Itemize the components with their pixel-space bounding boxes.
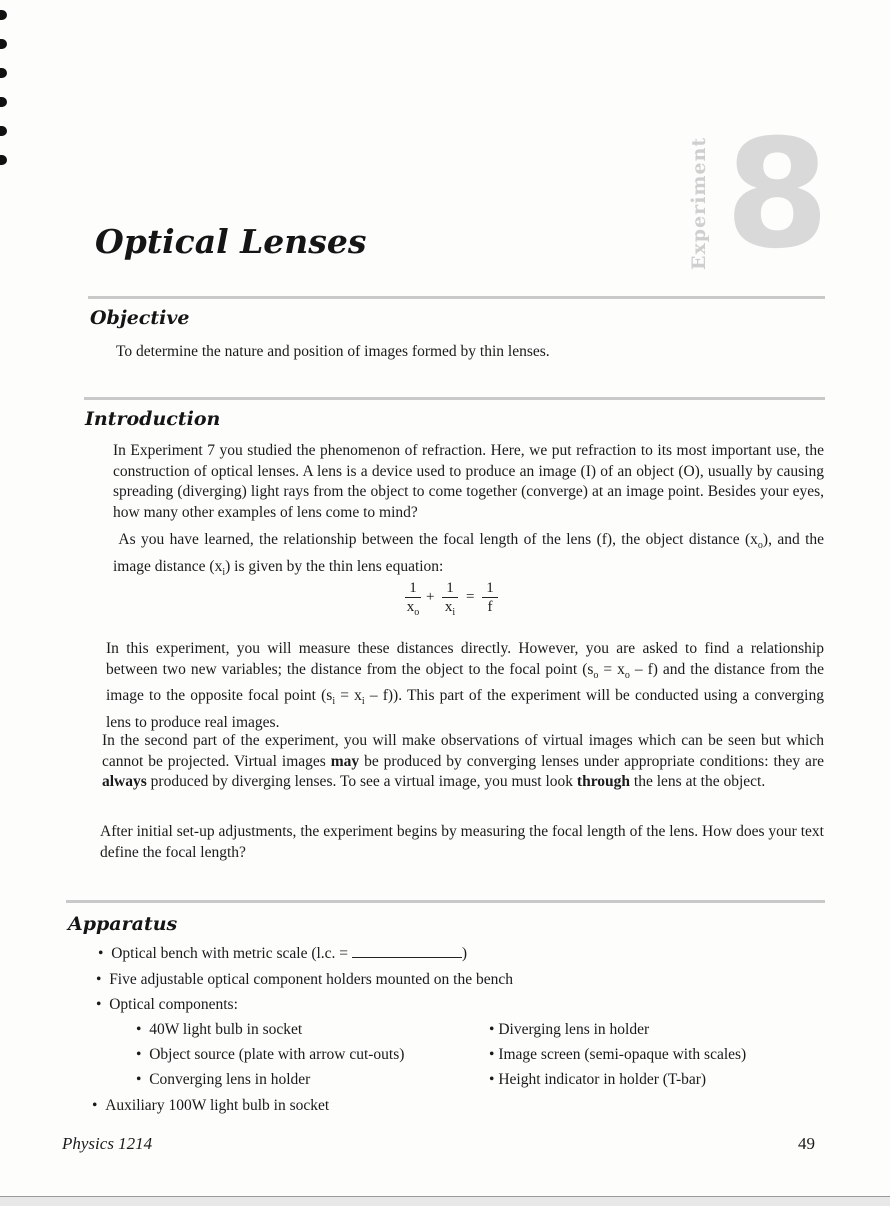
binding-hole bbox=[0, 10, 7, 20]
intro-p1-text: In Experiment 7 you studied the phenomenon of refraction. Here, we put refraction to its most important use, the construction of optical lenses. A lens is a device used to produce an image (I) of an object (O), usually by causing spreading (diverging) light rays from the object to come together (converge) at an image point. Besides your eyes, how many other examples of lens come to mind? bbox=[113, 442, 824, 521]
intro-p3-text: In this experiment, you will measure these distances directly. However, you are asked to find a relationship between two new variables; the distance from the object to the focal point $(s_o = x_o - f)$ and the distance from the image to the opposite focal point $(s_i = x_i - f)$). This part of the experiment will be conducted using a converging lens to produce real images. bbox=[106, 640, 824, 731]
intro-paragraph-3 bbox=[106, 639, 824, 733]
sub-list-item: • Height indicator in holder (T-bar) bbox=[489, 1071, 707, 1088]
equation-plus: + bbox=[426, 589, 435, 605]
equation-term-object: $\frac{1}{x_o}$ bbox=[406, 580, 420, 618]
equation-term-image: $\frac{1}{x_i}$ bbox=[442, 580, 458, 622]
intro-p4-text: In the second part of the experiment, you will make observations of virtual images which can be seen but which cannot be projected. Virtual images may be produced by converging lenses under appropriate conditions: they are always produced by diverging lenses. To see a virtual image, you must look through the lens at the object. bbox=[102, 732, 824, 790]
intro-paragraph-2 bbox=[113, 530, 824, 583]
list-item: • Auxiliary 100W light bulb in socket bbox=[92, 1097, 330, 1114]
least-count-blank bbox=[352, 945, 462, 958]
binding-hole bbox=[0, 39, 7, 49]
intro-paragraph-4 bbox=[102, 731, 824, 793]
list-item: • Optical components: bbox=[96, 996, 238, 1013]
binding-hole bbox=[0, 97, 7, 107]
sub-list-item: • 40W light bulb in socket bbox=[136, 1021, 303, 1038]
course-name: Physics 1214 bbox=[62, 1134, 153, 1153]
introduction-heading: Introduction bbox=[85, 408, 221, 430]
scan-edge bbox=[0, 1196, 890, 1206]
section-divider bbox=[88, 296, 825, 299]
equation-term-focal: $\frac{1}{f}$ bbox=[482, 580, 498, 616]
page-number: 49 bbox=[798, 1134, 815, 1153]
intro-paragraph-5 bbox=[100, 822, 824, 863]
binding-hole bbox=[0, 155, 7, 165]
scan-edge-line bbox=[0, 1196, 890, 1197]
sub-list-item: • Converging lens in holder bbox=[136, 1071, 311, 1088]
objective-heading: Objective bbox=[90, 307, 190, 329]
thin-lens-equation bbox=[405, 580, 505, 624]
section-divider bbox=[84, 397, 825, 400]
sub-list-item: • Object source (plate with arrow cut-outs) bbox=[136, 1046, 405, 1063]
intro-p2-text: As you have learned, the relationship between the focal length of the lens (f), the object distance $(x_o)$, and the image distance $(x_i)$ is given by the thin lens equation: bbox=[113, 531, 825, 578]
binding-hole bbox=[0, 68, 7, 78]
sub-list-item: • Image screen (semi-opaque with scales) bbox=[489, 1046, 747, 1063]
objective-text bbox=[116, 342, 816, 363]
page-title: Optical Lenses bbox=[95, 222, 367, 261]
sub-list-item: • Diverging lens in holder bbox=[489, 1021, 650, 1038]
experiment-number: 8 bbox=[725, 108, 830, 282]
intro-paragraph-1 bbox=[113, 441, 824, 523]
apparatus-heading: Apparatus bbox=[68, 913, 178, 935]
equation-equals: = bbox=[466, 589, 475, 605]
list-item: • Five adjustable optical component holders mounted on the bench bbox=[96, 971, 513, 988]
binding-holes bbox=[0, 10, 8, 184]
binding-hole bbox=[0, 126, 7, 136]
list-item: • Optical bench with metric scale (l.c. = ) bbox=[98, 945, 468, 962]
intro-p5-text: After initial set-up adjustments, the experiment begins by measuring the focal length of the lens. How does your text define the focal length? bbox=[100, 823, 824, 861]
experiment-label: Experiment bbox=[688, 136, 710, 270]
objective-sentence: To determine the nature and position of images formed by thin lenses. bbox=[116, 343, 550, 360]
section-divider bbox=[66, 900, 825, 903]
